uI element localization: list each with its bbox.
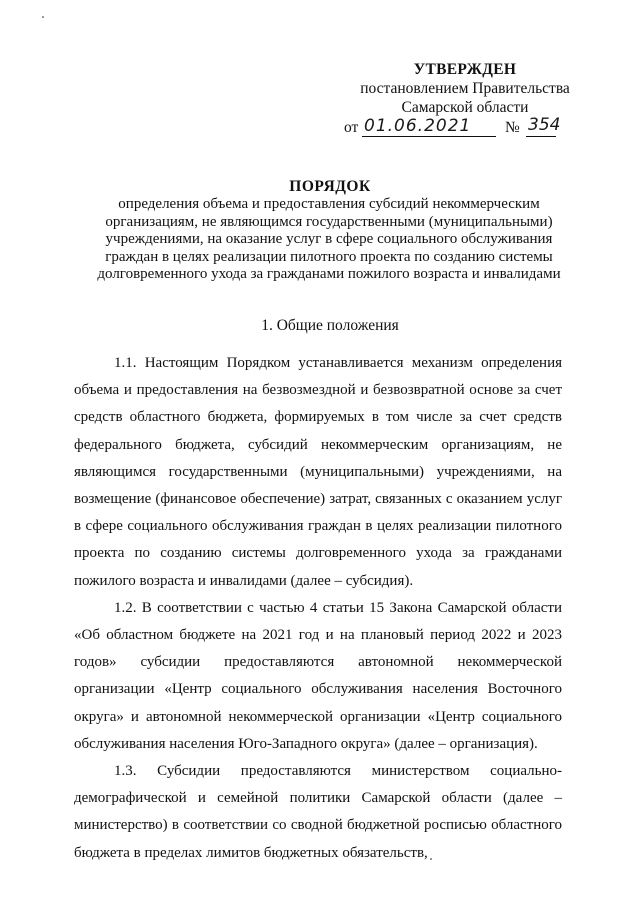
document-subtitle bbox=[60, 196, 598, 284]
scan-speck bbox=[430, 858, 432, 860]
subtitle-line: организациям, не являющимся государственными (муниципальными) bbox=[105, 213, 553, 230]
handwritten-number: 354 bbox=[528, 115, 561, 135]
approval-issuer-line-1: постановлением Правительства bbox=[360, 80, 570, 97]
approval-stamp-block bbox=[340, 60, 590, 140]
section-heading: 1. Общие положения bbox=[261, 317, 399, 334]
approval-status: УТВЕРЖДЕН bbox=[413, 61, 517, 78]
subtitle-line: долговременного ухода за гражданами пожилого возраста и инвалидами bbox=[97, 266, 561, 283]
handwritten-date: 01.06.2021 bbox=[364, 116, 472, 136]
date-underline bbox=[362, 136, 496, 137]
subtitle-line: граждан в целях реализации пилотного проекта по созданию системы bbox=[105, 248, 553, 265]
body-text bbox=[74, 350, 562, 867]
scan-speck bbox=[42, 16, 44, 18]
paragraph-1-2: 1.2. В соответствии с частью 4 статьи 15 Закона Самарской области «Об областном бюджете на 2021 год и на плановый период 2022 и 2023 годов» субсидии предоставляются автономной некоммерческой организации «Центр социального обслуживания населения Восточного округа» и автономной некоммерческой организации «Центр социального обслуживания населения Юго-Западного округа» (далее – организация). bbox=[74, 599, 562, 752]
approval-date-line bbox=[344, 115, 590, 140]
approval-issuer-line-2: Самарской области bbox=[401, 99, 529, 116]
number-label: № bbox=[505, 119, 520, 136]
paragraph-1-3: 1.3. Субсидии предоставляются министерством социально-демографической и семейной политики Самарской области (далее – министерство) в соответствии со сводной бюджетной росписью областного бюджета в пределах лимитов бюджетных обязательств, bbox=[74, 763, 562, 861]
number-underline bbox=[526, 136, 556, 137]
document-title: ПОРЯДОК bbox=[289, 178, 371, 195]
paragraph-1-1: 1.1. Настоящим Порядком устанавливается механизм определения объема и предоставления на безвозмездной и безвозвратной основе за счет средств областного бюджета, формируемых в том числе за счет средств федерального бюджета, субсидий некоммерческим организациям, не являющимся государственными (муниципальными) учреждениями, на возмещение (финансовое обеспечение) затрат, связанных с оказанием услуг в сфере социального обслуживания граждан в целях реализации пилотного проекта по созданию системы долговременного ухода за гражданами пожилого возраста и инвалидами (далее – субсидия). bbox=[74, 355, 562, 589]
subtitle-line: учреждениями, на оказание услуг в сфере социального обслуживания bbox=[105, 231, 553, 248]
subtitle-line: определения объема и предоставления субсидий некоммерческим bbox=[118, 196, 540, 212]
date-prefix: от bbox=[344, 119, 359, 136]
